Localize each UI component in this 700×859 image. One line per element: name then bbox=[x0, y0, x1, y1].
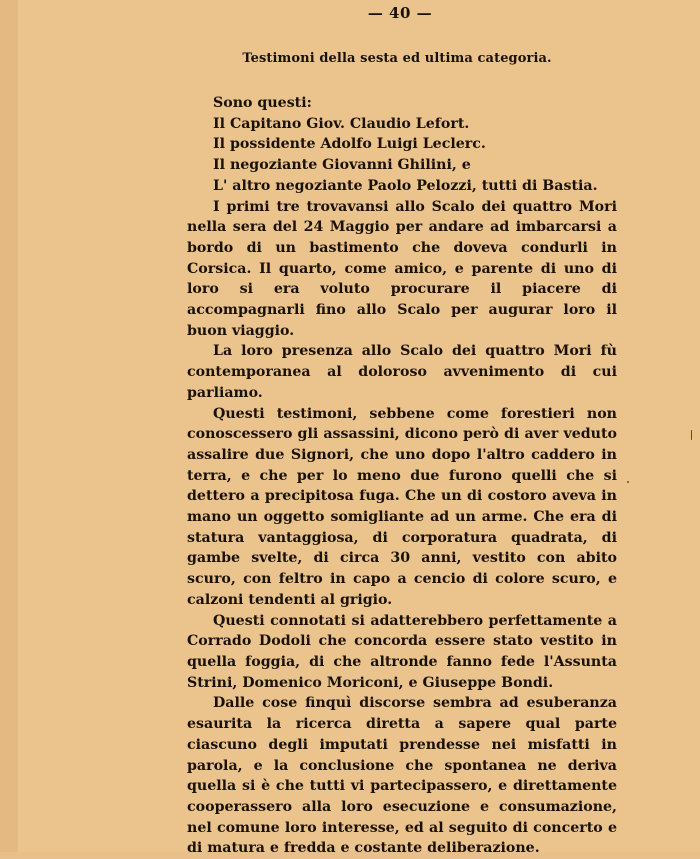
page-number: — 40 — bbox=[367, 4, 433, 22]
list-intro: Sono questi: bbox=[213, 95, 312, 111]
page-speck bbox=[691, 430, 692, 440]
list-item: Il possidente Adolfo Luigi Leclerc. bbox=[213, 136, 486, 153]
body-text bbox=[187, 93, 617, 859]
list-item: Il negoziante Giovanni Ghilini, e bbox=[213, 157, 471, 174]
section-heading: Testimoni della sesta ed ultima categoria. bbox=[242, 51, 552, 66]
paragraph: I primi tre trovavansi allo Scalo dei quattro Mori nella sera del 24 Maggio per andare ad imbarcarsi a bordo di un bastimento che doveva condurli in Corsica. Il quarto, come amico, e parente di uno di loro si era voluto procurare il piacere di accompagnarli fino allo Scalo per augurar loro il buon viaggio. bbox=[187, 198, 617, 339]
page-left-edge bbox=[0, 0, 18, 852]
page-speck bbox=[627, 481, 629, 483]
list-item: Il Capitano Giov. Claudio Lefort. bbox=[213, 115, 470, 132]
paragraph: Questi testimoni, sebbene come forestieri non conoscessero gli assassini, dicono però di aver veduto assalire due Signori, che uno dopo l'altro caddero in terra, e che per lo meno due furono quelli che si dettero a precipitosa fuga. Che un di costoro aveva in mano un oggetto somigliante ad un arme. Che era di statura vantaggiosa, di corporatura quadrata, di gambe svelte, di circa 30 anni, vestito con abito scuro, con feltro in capo a cencio di colore scuro, e calzoni tendenti al grigio. bbox=[187, 405, 617, 608]
paragraph: Dalle cose finquì discorse sembra ad esuberanza esaurita la ricerca diretta a sapere qual parte ciascuno degli imputati prendesse nei misfatti in parola, e la conclusione che spontanea ne deriva quella si è che tutti vi partecipassero, e direttamente cooperassero alla loro esecuzione e consumazione, nel comune loro interesse, ed al seguito di concerto e di matura e fredda e costante deliberazione. bbox=[187, 695, 617, 857]
list-item: L' altro negoziante Paolo Pelozzi, tutti di Bastia. bbox=[213, 177, 598, 194]
paragraph: La loro presenza allo Scalo dei quattro Mori fù contemporanea al doloroso avvenimento di cui parliamo. bbox=[187, 343, 617, 401]
paragraph: Questi connotati si adatterebbero perfettamente a Corrado Dodoli che concorda essere stato vestito in quella foggia, di che altronde fanno fede l'Assunta Strini, Domenico Moriconi, e Giuseppe Bondi. bbox=[187, 612, 617, 691]
